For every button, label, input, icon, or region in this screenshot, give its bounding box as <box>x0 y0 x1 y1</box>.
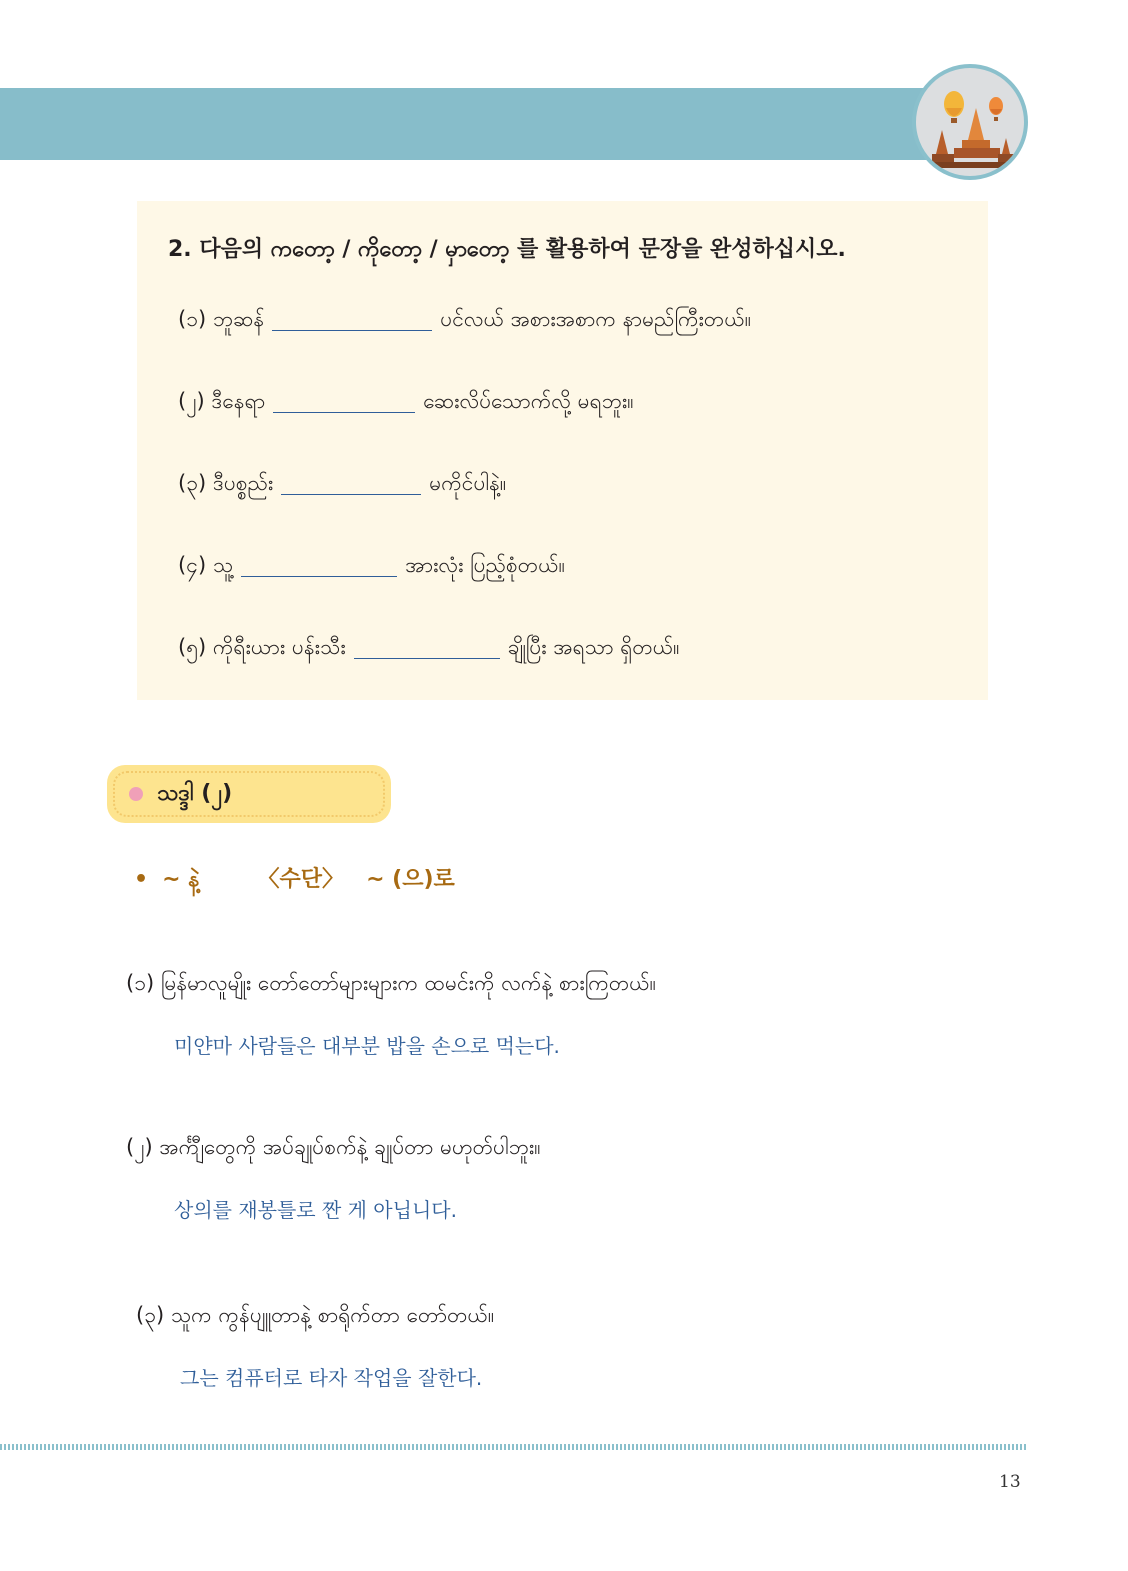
answer-blank[interactable] <box>273 411 415 413</box>
grammar-meaning: 〈수단〉 <box>257 867 345 892</box>
item-prefix: (၄) သူ့ <box>178 553 234 577</box>
page-number: 13 <box>999 1472 1021 1492</box>
footer-divider <box>0 1444 1026 1450</box>
tag-dotted-border <box>113 771 385 817</box>
item-suffix: ပင်လယ် အစားအစာက နာမည်ကြီးတယ်။ <box>440 307 752 331</box>
item-prefix: (၂) ဒီနေရာ <box>178 389 266 413</box>
exercise-item <box>178 552 565 583</box>
example-translation: 그는 컴퓨터로 타자 작업을 잘한다. <box>180 1366 483 1390</box>
exercise-item <box>178 634 680 665</box>
answer-blank[interactable] <box>354 657 500 659</box>
header-band <box>0 88 960 160</box>
item-suffix: ဆေးလိပ်သောက်လို့ မရဘူး။ <box>423 389 634 413</box>
answer-blank[interactable] <box>281 493 421 495</box>
bullet-icon: • <box>134 867 149 892</box>
grammar-marker: ~ နဲ့ <box>162 867 200 892</box>
item-prefix: (၁) ဘူဆန် <box>178 307 265 331</box>
grammar-point <box>134 862 455 897</box>
answer-blank[interactable] <box>241 575 397 577</box>
example-translation: 미얀마 사람들은 대부분 밥을 손으로 먹는다. <box>174 1034 560 1058</box>
item-suffix: ချိုပြီး အရသာ ရှိတယ်။ <box>507 635 680 659</box>
exercise-title: 2. 다음의 ကတော့ / ကိုတော့ / မှာတော့ 를 활용하여 문장을 완성하십시오. <box>168 237 846 262</box>
grammar-korean: ~ (으)로 <box>366 867 455 892</box>
exercise-item <box>178 388 634 419</box>
grammar-tag-label: သဒ္ဒါ (၂) <box>157 781 233 806</box>
example-sentence: (၁) မြန်မာလူမျိုး တော်တော်များများက ထမင်းကို လက်နဲ့ စားကြတယ်။ <box>126 971 657 995</box>
exercise-item <box>178 306 751 337</box>
item-prefix: (၅) ကိုရီးယား ပန်းသီး <box>178 635 346 659</box>
grammar-section-tag <box>107 765 391 823</box>
exercise-box <box>137 201 988 700</box>
answer-blank[interactable] <box>272 329 432 331</box>
pagoda-balloon-icon <box>912 64 1028 180</box>
pink-dot-icon <box>129 787 143 801</box>
item-suffix: အားလုံး ပြည့်စုံတယ်။ <box>405 553 565 577</box>
example-translation: 상의를 재봉틀로 짠 게 아닙니다. <box>174 1198 457 1222</box>
exercise-item <box>178 470 506 501</box>
item-prefix: (၃) ဒီပစ္စည်း <box>178 471 274 495</box>
example-sentence: (၃) သူက ကွန်ပျူတာနဲ့ စာရိုက်တာ တော်တယ်။ <box>136 1303 495 1327</box>
item-suffix: မကိုင်ပါနဲ့။ <box>429 471 507 495</box>
example-sentence: (၂) အင်္ကျီတွေကို အပ်ချုပ်စက်နဲ့ ချုပ်တာ မဟုတ်ပါဘူး။ <box>126 1135 541 1159</box>
